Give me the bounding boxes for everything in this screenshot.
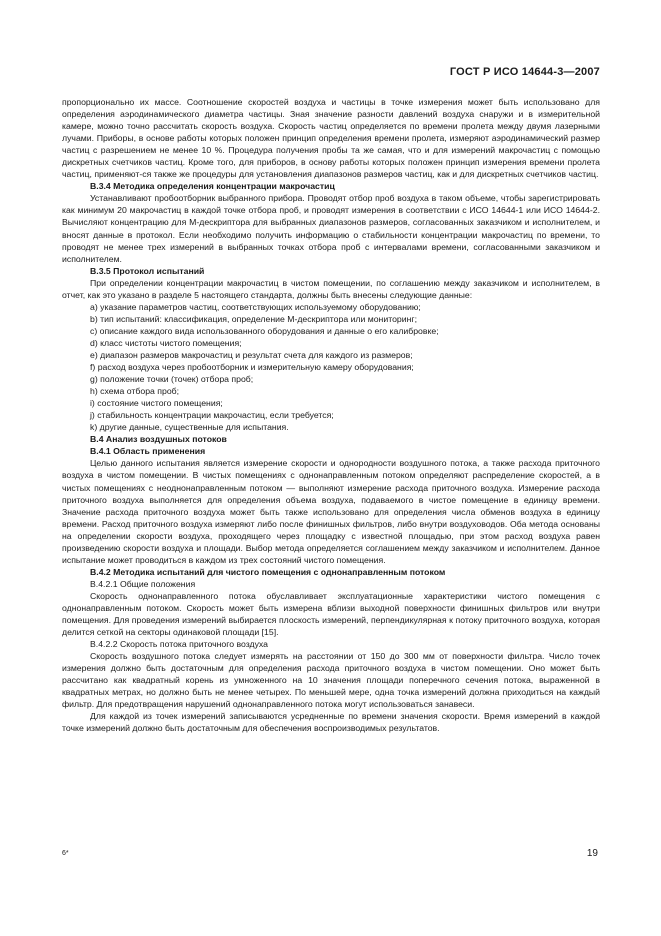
list-item: j) стабильность концентрации макрочастиц, если требуется; — [90, 410, 334, 421]
list-item: f) расход воздуха через пробоотборник и измерительную камеру оборудования; — [90, 362, 414, 373]
list-item: h) схема отбора проб; — [90, 386, 180, 397]
paragraph: Скорость воздушного потока следует измерять на расстоянии от 150 до 300 мм от поверхности фильтра. Число точек измерения должно быть достаточным для определения расхода приточного воздуха в чистом помещении. Оно может быть рассчитано как квадратный корень из умноженного на 10 значения площади поперечного сечения потока, выраженной в квадратных метрах, но должно быть не менее четырех. По меньшей мере, одна точка измерений должна приходиться на каждый фильтр. Для предотвращения нарушений однонаправленного потока могут использоваться занавеси. — [62, 651, 600, 710]
section-heading: B.4.1 Область применения — [90, 446, 206, 457]
page-number: 19 — [586, 848, 598, 859]
subsection-heading: B.4.2.1 Общие положения — [90, 578, 196, 589]
list-item: е) диапазон размеров макрочастиц и результат счета для каждого из размеров; — [90, 349, 413, 360]
paragraph: Для каждой из точек измерений записываются усредненные по времени значения скорости. Время измерений в каждой точке измерений должно быть достаточным для обеспечения воспроизводимых результатов. — [62, 711, 600, 734]
list-item: d) класс чистоты чистого помещения; — [90, 337, 242, 348]
section-heading: B.4.2 Методика испытаний для чистого помещения с однонаправленным потоком — [90, 566, 446, 577]
section-heading: B.3.4 Методика определения концентрации макрочастиц — [90, 181, 335, 192]
paragraph: Целью данного испытания является измерение скорости и однородности воздушного потока, а также расхода приточного воздуха в чистом помещении. В чистых помещениях с однонаправленным потоком определяют распределение скоростей, а в чистых помещениях с неоднонаправленным потоком — выполняют измерение расхода приточного воздуха. Измерение расхода приточного воздуха выполняется для определения объема воздуха, подаваемого в чистое помещение в единицу времени. Значение расхода приточного воздуха может быть также использовано для определения числа обменов воздуха в единицу времени. Расход приточного воздуха измеряют либо после финишных фильтров, либо внутри воздуховодов. Оба метода основаны на определении скорости воздуха, проходящего через площадку с известной площадью, при этом расход воздуха равен произведению скорости воздуха и площади. Выбор метода определяется соглашением между заказчиком и исполнителем. Данное испытание может проводиться в каждом из трех состояний чистого помещения. — [62, 458, 600, 565]
list-item: с) описание каждого вида использованного оборудования и данные о его калибровке; — [90, 325, 439, 336]
section-heading: B.4 Анализ воздушных потоков — [90, 434, 227, 445]
paragraph: Скорость однонаправленного потока обуславливает эксплуатационные характеристики чистого помещения с однонаправленным потоком. Скорость может быть измерена вблизи выходной поверхности финишных фильтров или внутри помещения. Для проведения измерений выбирается плоскость измерений, перпендикулярная к потоку приточного воздуха, которая делится сеткой на секторы одинаковой площади [15]. — [62, 590, 600, 638]
paragraph: При определении концентрации макрочастиц в чистом помещении, по соглашению между заказчиком и исполнителем, в отчет, как это указано в разделе 5 настоящего стандарта, должны быть внесены следующие данные: — [62, 277, 600, 300]
section-heading: B.3.5 Протокол испытаний — [90, 265, 205, 276]
body-text — [62, 96, 600, 734]
sheet-mark: 6* — [62, 850, 69, 857]
standard-designation: ГОСТ Р ИСО 14644-3—2007 — [449, 66, 600, 78]
list-item: k) другие данные, существенные для испытания. — [90, 422, 289, 433]
list-item: g) положение точки (точек) отбора проб; — [90, 374, 254, 385]
paragraph-continuation: пропорционально их массе. Соотношение скоростей воздуха и частицы в точке измерения может быть использовано для определения аэродинамического диаметра частицы. Зная значение разности давлений воздуха снаружи и в измерительной камере, можно точно рассчитать скорость воздуха. Скорость частиц определяется по времени пролета между двумя лазерными лучами. Приборы, в основе работы которых положен принцип определения времени пролета, измеряют аэродинамический размер частиц с разрешением не менее 10 %. Процедура получения пробы та же самая, что и для измерений макрочастиц с помощью дискретных счетчиков частиц. Кроме того, для приборов, в основу работы которых положен принцип измерения времени пролета частиц, применяют-ся также же процедуры для установления диапазонов размеров частиц, как и для дискретных счетчиков частиц. — [62, 97, 600, 180]
list-item: а) указание параметров частиц, соответствующих используемому оборудованию; — [90, 301, 421, 312]
paragraph: Устанавливают пробоотборник выбранного прибора. Проводят отбор проб воздуха в таком объеме, чтобы зарегистрировать как минимум 20 макрочастиц в каждой точке отбора проб, и проводят измерения в соответствии с ИСО 14644-1 или ИСО 14644-2. Вычисляют концентрацию для М-дескриптора для выбранных диапазонов размеров, согласованных заказчиком и исполнителем, и вносят данные в протокол. Если необходимо получить информацию о стабильности концентрации макрочастиц по времени, то проводят не менее трех измерений в выбранных точках отбора проб с интервалами времени, согласованными заказчиком и исполнителем. — [62, 193, 600, 264]
list-item: i) состояние чистого помещения; — [90, 398, 223, 409]
list-item: b) тип испытаний: классификация, определение М-дескриптора или мониторинг; — [90, 313, 417, 324]
subsection-heading: B.4.2.2 Скорость потока приточного воздуха — [90, 639, 268, 650]
